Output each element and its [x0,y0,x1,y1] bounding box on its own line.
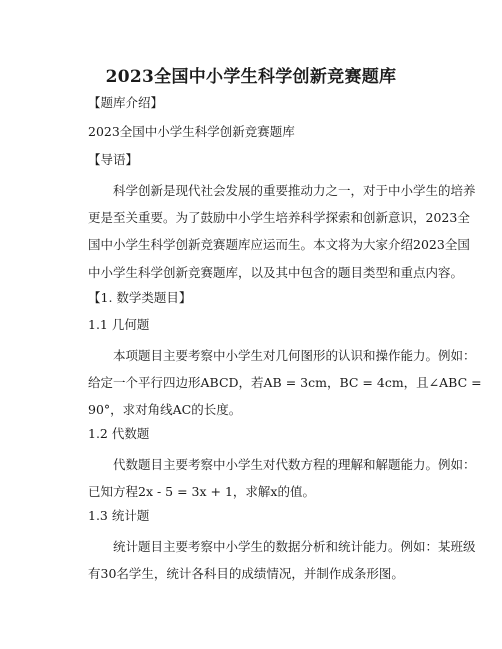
intro-text: 2023全国中小学生科学创新竞赛题库 [88,124,295,139]
section-heading-intro: 【题库介绍】 [88,95,164,110]
geometry-paragraph [88,342,482,424]
lead-paragraph-line: 中小学生科学创新竞赛题库，以及其中包含的题目类型和重点内容。 [88,264,464,280]
lead-paragraph-line: 更是至关重要。为了鼓励中小学生培养科学探索和创新意识，2023全 [88,210,470,226]
geometry-paragraph-line: 90°，求对角线AC的长度。 [88,402,242,418]
algebra-paragraph [88,451,476,505]
lead-paragraph-line: 国中小学生科学创新竞赛题库应运而生。本文将为大家介绍2023全国 [88,237,470,253]
statistics-heading: 1.3 统计题 [88,508,150,523]
statistics-paragraph-line: 统计题目主要考察中小学生的数据分析和统计能力。例如：某班级 [113,539,476,554]
lead-paragraph-line: 科学创新是现代社会发展的重要推动力之一，对于中小学生的培养 [113,183,476,198]
algebra-paragraph-line: 代数题目主要考察中小学生对代数方程的理解和解题能力。例如： [113,457,476,472]
statistics-paragraph [88,533,476,587]
page-title: 2023全国中小学生科学创新竞赛题库 [105,67,397,87]
algebra-heading: 1.2 代数题 [88,426,150,441]
section-heading-lead: 【导语】 [88,152,139,167]
section-heading-math: 【1. 数学类题目】 [88,290,192,305]
geometry-paragraph-line: 给定一个平行四边形ABCD，若AB = 3cm，BC = 4cm，且∠ABC = [88,375,482,391]
geometry-paragraph-line: 本项题目主要考察中小学生对几何图形的认识和操作能力。例如： [113,348,476,363]
geometry-heading: 1.1 几何题 [88,317,150,332]
lead-paragraph [88,177,476,286]
algebra-paragraph-line: 已知方程2x - 5 = 3x + 1，求解x的值。 [88,484,315,500]
statistics-paragraph-line: 有30名学生，统计各科目的成绩情况，并制作成条形图。 [88,566,404,582]
